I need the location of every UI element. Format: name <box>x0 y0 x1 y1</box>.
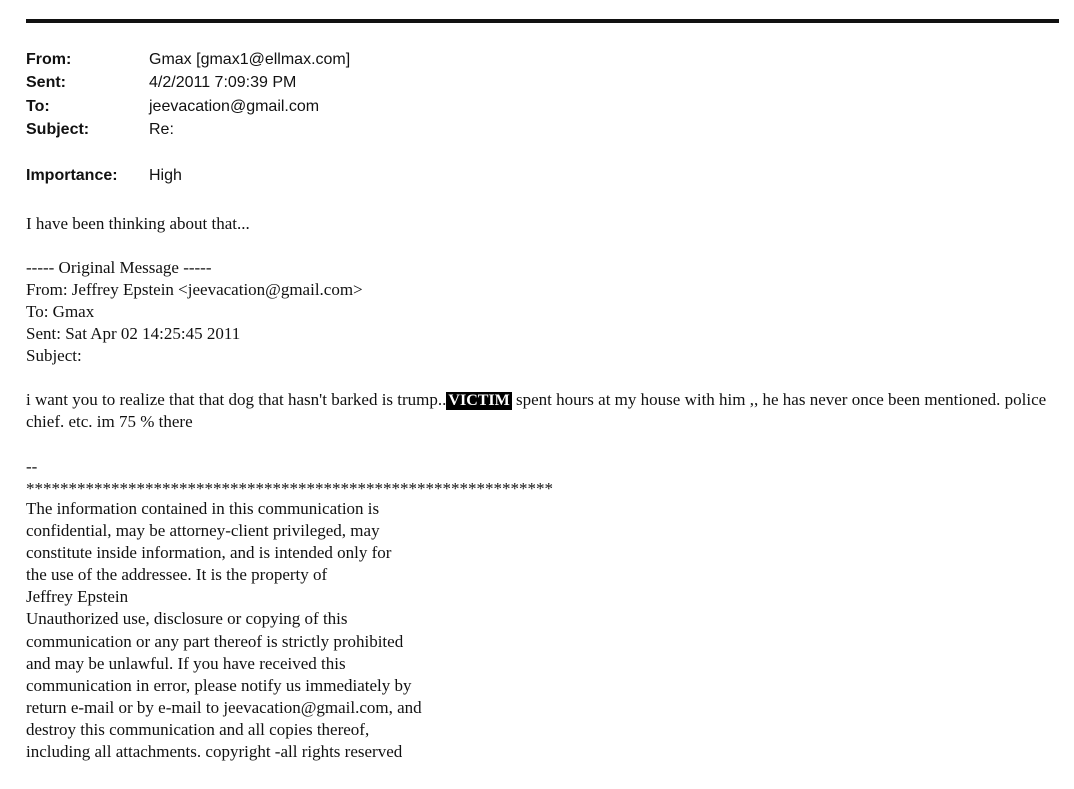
reply-text: I have been thinking about that... <box>26 214 250 233</box>
header-importance-row <box>26 164 182 187</box>
disclaimer-line: Unauthorized use, disclosure or copying of this <box>26 609 348 629</box>
disclaimer-line: return e-mail or by e-mail to jeevacation@gmail.com, and <box>26 697 422 717</box>
signature-stars: ************************************************************** <box>26 479 553 498</box>
disclaimer-line: constitute inside information, and is intended only for <box>26 543 392 563</box>
body-text-after-redaction: spent hours at my house with him ,, he has never once been mentioned. police chief. etc. im 75 % there <box>26 390 1047 431</box>
disclaimer-line: communication in error, please notify us immediately by <box>26 675 412 695</box>
signature-separator <box>26 456 553 500</box>
sent-value: 4/2/2011 7:09:39 PM <box>149 74 297 92</box>
to-label: To: <box>26 97 50 115</box>
subject-value: Re: <box>149 120 174 138</box>
disclaimer-line: including all attachments. copyright -all rights reserved <box>26 742 403 762</box>
disclaimer-line: destroy this communication and all copies thereof, <box>26 719 370 739</box>
sent-label: Sent: <box>26 74 66 92</box>
disclaimer-line: the use of the addressee. It is the property of <box>26 565 328 585</box>
signature-dashes: -- <box>26 457 38 476</box>
confidentiality-disclaimer <box>26 498 422 763</box>
original-to-line: To: Gmax <box>26 302 95 321</box>
original-sent-line: Sent: Sat Apr 02 14:25:45 2011 <box>26 324 241 343</box>
disclaimer-line: communication or any part thereof is strictly prohibited <box>26 631 404 651</box>
original-message-divider: ----- Original Message ----- <box>26 258 212 277</box>
original-subject-line: Subject: <box>26 346 82 365</box>
disclaimer-line: The information contained in this communication is <box>26 499 380 518</box>
from-label: From: <box>26 51 72 68</box>
subject-label: Subject: <box>26 120 90 138</box>
to-value: jeevacation@gmail.com <box>149 97 320 115</box>
top-divider-rule <box>26 19 1059 23</box>
from-value: Gmax [gmax1@ellmax.com] <box>149 51 351 68</box>
importance-label: Importance: <box>26 167 118 184</box>
body-text-before-redaction: i want you to realize that that dog that hasn't barked is trump.. <box>26 390 447 409</box>
redaction-box: VICTIM <box>448 392 510 409</box>
importance-value: High <box>149 167 182 184</box>
disclaimer-line: and may be unlawful. If you have received this <box>26 653 346 673</box>
original-message-header <box>26 257 363 367</box>
original-from-line: From: Jeffrey Epstein <jeevacation@gmail.com> <box>26 280 363 299</box>
disclaimer-line: Jeffrey Epstein <box>26 587 129 607</box>
original-message-body <box>26 389 1066 433</box>
disclaimer-line: confidential, may be attorney-client privileged, may <box>26 521 380 541</box>
